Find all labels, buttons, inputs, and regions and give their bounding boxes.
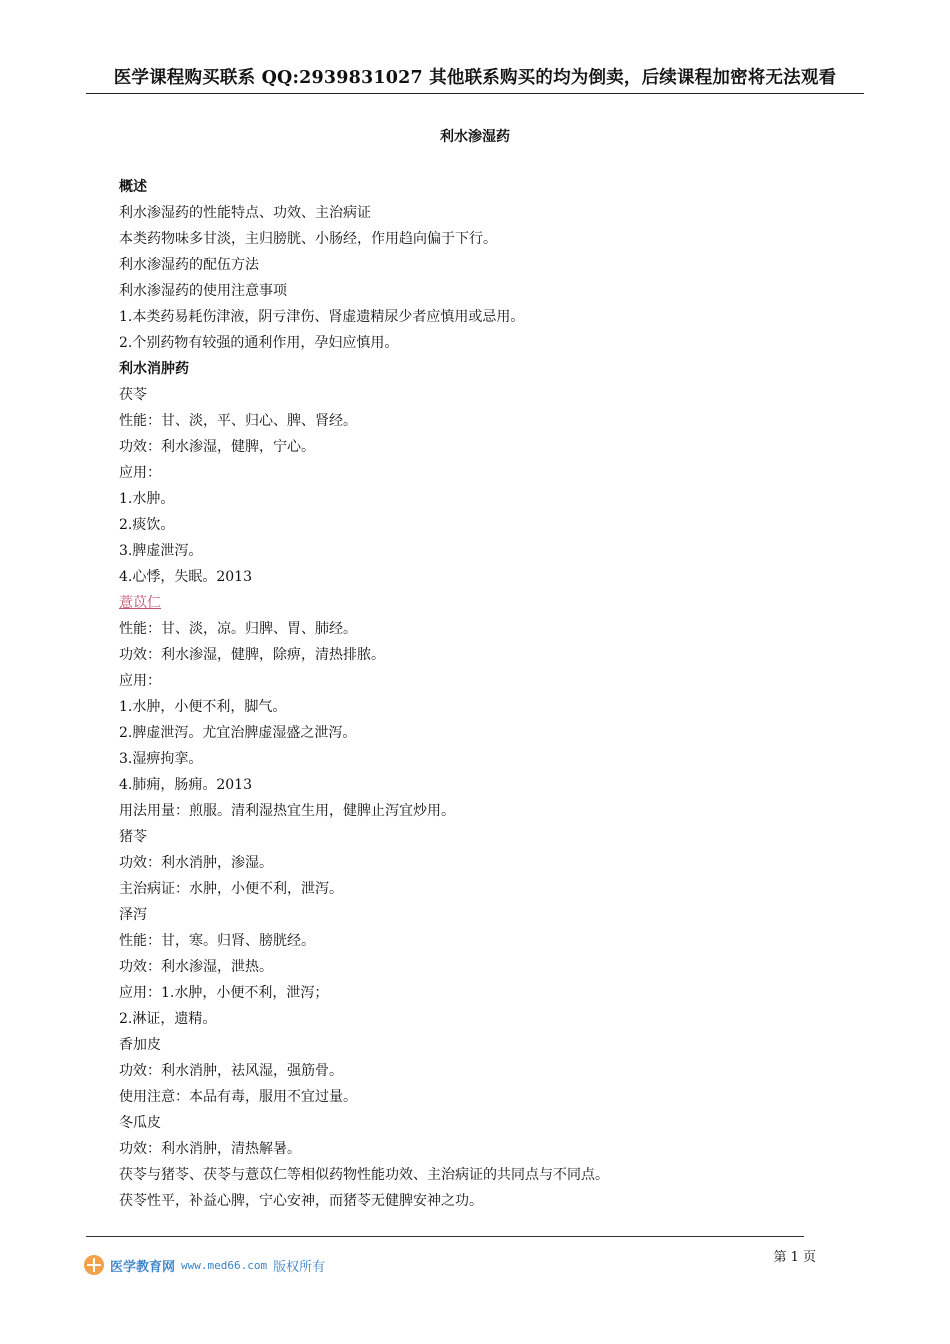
- text-line: [119, 1136, 839, 1162]
- text-line: [119, 382, 839, 408]
- footer-brand-name: 医学教育网: [110, 1259, 176, 1275]
- text-line: [119, 1084, 839, 1110]
- document-body: [119, 174, 839, 1214]
- line-text: 4.心悸，失眠。2013: [119, 569, 252, 585]
- line-text: 用法用量：煎服。清利湿热宜生用，健脾止泻宜炒用。: [119, 803, 455, 819]
- line-text: 功效：利水消肿，清热解暑。: [119, 1141, 301, 1157]
- line-text: 2.痰饮。: [119, 517, 175, 533]
- line-text: 泽泻: [119, 907, 147, 923]
- text-line: [119, 1058, 839, 1084]
- line-text: 茯苓性平，补益心脾，宁心安神，而猪苓无健脾安神之功。: [119, 1193, 483, 1209]
- text-line: [119, 408, 839, 434]
- footer-brand: [84, 1253, 325, 1277]
- line-text: 薏苡仁: [119, 595, 161, 611]
- line-text: 猪苓: [119, 829, 147, 845]
- text-line: [119, 304, 839, 330]
- header-divider: [86, 93, 864, 94]
- text-line: [119, 460, 839, 486]
- text-line: [119, 902, 839, 928]
- line-text: 1.本类药易耗伤津液，阴亏津伤、肾虚遗精尿少者应慎用或忌用。: [119, 309, 525, 325]
- footer-divider: [86, 1236, 804, 1237]
- line-text: 茯苓: [119, 387, 147, 403]
- line-text: 2.脾虚泄泻。尤宜治脾虚湿盛之泄泻。: [119, 725, 357, 741]
- line-text: 性能：甘，寒。归肾、膀胱经。: [119, 933, 315, 949]
- line-text: 冬瓜皮: [119, 1115, 161, 1131]
- section-heading: [119, 174, 839, 200]
- page-number: 第 1 页: [773, 1250, 816, 1265]
- line-text: 应用：: [119, 465, 161, 481]
- text-line: [119, 642, 839, 668]
- line-text: 主治病证：水肿，小便不利，泄泻。: [119, 881, 343, 897]
- text-line: [119, 278, 839, 304]
- document-title: 利水渗湿药: [440, 129, 510, 145]
- line-text: 1.水肿。: [119, 491, 175, 507]
- text-line: [119, 252, 839, 278]
- line-text: 功效：利水渗湿，泄热。: [119, 959, 273, 975]
- text-line: [119, 824, 839, 850]
- text-line: [119, 720, 839, 746]
- line-text: 功效：利水渗湿，健脾，除痹，清热排脓。: [119, 647, 385, 663]
- text-line: [119, 538, 839, 564]
- line-text: 性能：甘、淡，凉。归脾、胃、肺经。: [119, 621, 357, 637]
- text-line: [119, 694, 839, 720]
- text-line: [119, 954, 839, 980]
- footer-brand-url: www.med66.com: [181, 1258, 268, 1272]
- line-text: 香加皮: [119, 1037, 161, 1053]
- line-text: 2.个别药物有较强的通利作用，孕妇应慎用。: [119, 335, 399, 351]
- text-line: [119, 850, 839, 876]
- text-line: [119, 1032, 839, 1058]
- text-line: [119, 746, 839, 772]
- text-line: [119, 668, 839, 694]
- line-text: 利水渗湿药的使用注意事项: [119, 283, 287, 299]
- header-banner: 医学课程购买联系 QQ:2939831027 其他联系购买的均为倒卖，后续课程加密将无法观看: [113, 68, 837, 88]
- line-text: 4.肺痈，肠痈。2013: [119, 777, 252, 793]
- text-line: [119, 928, 839, 954]
- text-line: [119, 564, 839, 590]
- text-line: [119, 876, 839, 902]
- text-line: [119, 1188, 839, 1214]
- line-text: 概述: [119, 179, 147, 195]
- text-line: [119, 226, 839, 252]
- herb-link[interactable]: [119, 590, 839, 616]
- line-text: 1.水肿，小便不利，脚气。: [119, 699, 287, 715]
- text-line: [119, 1162, 839, 1188]
- line-text: 使用注意：本品有毒，服用不宜过量。: [119, 1089, 357, 1105]
- line-text: 功效：利水消肿，渗湿。: [119, 855, 273, 871]
- text-line: [119, 616, 839, 642]
- line-text: 性能：甘、淡，平、归心、脾、肾经。: [119, 413, 357, 429]
- line-text: 2.淋证，遗精。: [119, 1011, 217, 1027]
- line-text: 功效：利水消肿，祛风湿，强筋骨。: [119, 1063, 343, 1079]
- text-line: [119, 200, 839, 226]
- line-text: 本类药物味多甘淡，主归膀胱、小肠经，作用趋向偏于下行。: [119, 231, 497, 247]
- text-line: [119, 434, 839, 460]
- text-line: [119, 1110, 839, 1136]
- medical-cross-icon: [84, 1255, 104, 1275]
- line-text: 功效：利水渗湿，健脾，宁心。: [119, 439, 315, 455]
- text-line: [119, 980, 839, 1006]
- line-text: 利水渗湿药的性能特点、功效、主治病证: [119, 205, 371, 221]
- text-line: [119, 486, 839, 512]
- text-line: [119, 512, 839, 538]
- line-text: 利水渗湿药的配伍方法: [119, 257, 259, 273]
- line-text: 利水消肿药: [119, 361, 189, 377]
- text-line: [119, 798, 839, 824]
- line-text: 3.湿痹拘挛。: [119, 751, 203, 767]
- line-text: 应用：: [119, 673, 161, 689]
- footer-brand-rights: 版权所有: [273, 1259, 326, 1275]
- text-line: [119, 330, 839, 356]
- line-text: 茯苓与猪苓、茯苓与薏苡仁等相似药物性能功效、主治病证的共同点与不同点。: [119, 1167, 609, 1183]
- line-text: 3.脾虚泄泻。: [119, 543, 203, 559]
- section-heading: [119, 356, 839, 382]
- text-line: [119, 1006, 839, 1032]
- line-text: 应用：1.水肿，小便不利，泄泻；: [119, 985, 329, 1001]
- text-line: [119, 772, 839, 798]
